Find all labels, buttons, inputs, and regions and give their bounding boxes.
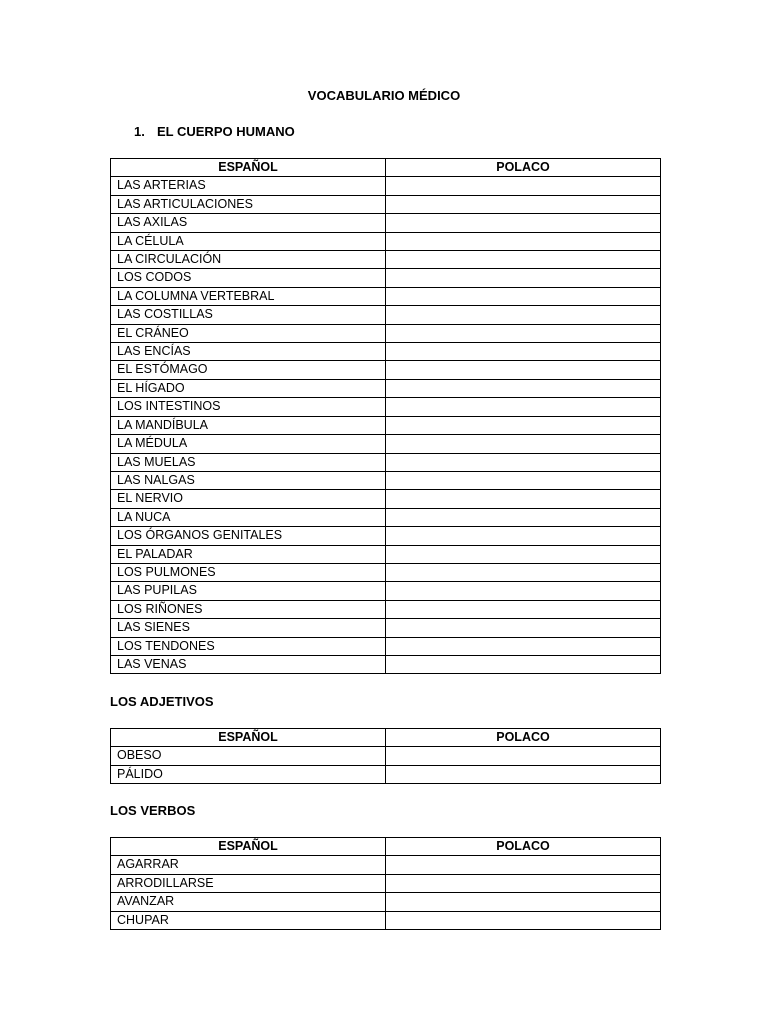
column-header-espanol: ESPAÑOL bbox=[111, 159, 386, 177]
polish-translation-cell[interactable] bbox=[386, 287, 661, 305]
vocab-table-verbos bbox=[110, 837, 661, 930]
polish-translation-cell[interactable] bbox=[386, 508, 661, 526]
spanish-term-cell: AGARRAR bbox=[111, 856, 386, 874]
column-header-polaco: POLACO bbox=[386, 729, 661, 747]
spanish-term-cell: LOS CODOS bbox=[111, 269, 386, 287]
polish-translation-cell[interactable] bbox=[386, 343, 661, 361]
polish-translation-cell[interactable] bbox=[386, 435, 661, 453]
vocab-table-adjetivos bbox=[110, 728, 661, 784]
section-heading-verbos: LOS VERBOS bbox=[110, 803, 196, 818]
polish-translation-cell[interactable] bbox=[386, 893, 661, 911]
spanish-term-cell: OBESO bbox=[111, 747, 386, 765]
section-heading-adjetivos: LOS ADJETIVOS bbox=[110, 694, 214, 709]
polish-translation-cell[interactable] bbox=[386, 324, 661, 342]
section-number: 1. bbox=[134, 124, 145, 139]
polish-translation-cell[interactable] bbox=[386, 874, 661, 892]
table-row bbox=[111, 747, 661, 765]
table-row bbox=[111, 287, 661, 305]
table-row bbox=[111, 563, 661, 581]
polish-translation-cell[interactable] bbox=[386, 471, 661, 489]
polish-translation-cell[interactable] bbox=[386, 563, 661, 581]
polish-translation-cell[interactable] bbox=[386, 306, 661, 324]
polish-translation-cell[interactable] bbox=[386, 747, 661, 765]
table-row bbox=[111, 856, 661, 874]
polish-translation-cell[interactable] bbox=[386, 545, 661, 563]
document-title: VOCABULARIO MÉDICO bbox=[307, 88, 461, 103]
table-row bbox=[111, 527, 661, 545]
spanish-term-cell: ARRODILLARSE bbox=[111, 874, 386, 892]
table-row bbox=[111, 637, 661, 655]
polish-translation-cell[interactable] bbox=[386, 637, 661, 655]
polish-translation-cell[interactable] bbox=[386, 582, 661, 600]
polish-translation-cell[interactable] bbox=[386, 214, 661, 232]
table-row bbox=[111, 343, 661, 361]
table-row bbox=[111, 490, 661, 508]
table-row bbox=[111, 232, 661, 250]
polish-translation-cell[interactable] bbox=[386, 453, 661, 471]
spanish-term-cell: LA MÉDULA bbox=[111, 435, 386, 453]
table-row bbox=[111, 545, 661, 563]
spanish-term-cell: EL PALADAR bbox=[111, 545, 386, 563]
spanish-term-cell: LOS RIÑONES bbox=[111, 600, 386, 618]
table-row bbox=[111, 508, 661, 526]
table-row bbox=[111, 600, 661, 618]
table-row bbox=[111, 195, 661, 213]
spanish-term-cell: LAS MUELAS bbox=[111, 453, 386, 471]
spanish-term-cell: EL HÍGADO bbox=[111, 379, 386, 397]
spanish-term-cell: EL ESTÓMAGO bbox=[111, 361, 386, 379]
spanish-term-cell: CHUPAR bbox=[111, 911, 386, 929]
section-heading-label: EL CUERPO HUMANO bbox=[157, 124, 295, 139]
table-row bbox=[111, 893, 661, 911]
table-row bbox=[111, 177, 661, 195]
table-row bbox=[111, 655, 661, 673]
table-row bbox=[111, 379, 661, 397]
spanish-term-cell: LAS ENCÍAS bbox=[111, 343, 386, 361]
table-row bbox=[111, 416, 661, 434]
polish-translation-cell[interactable] bbox=[386, 911, 661, 929]
polish-translation-cell[interactable] bbox=[386, 177, 661, 195]
column-header-polaco: POLACO bbox=[386, 159, 661, 177]
spanish-term-cell: EL NERVIO bbox=[111, 490, 386, 508]
table-row bbox=[111, 435, 661, 453]
polish-translation-cell[interactable] bbox=[386, 416, 661, 434]
table-header-row bbox=[111, 838, 661, 856]
spanish-term-cell: LAS PUPILAS bbox=[111, 582, 386, 600]
polish-translation-cell[interactable] bbox=[386, 765, 661, 783]
spanish-term-cell: LAS ARTERIAS bbox=[111, 177, 386, 195]
polish-translation-cell[interactable] bbox=[386, 251, 661, 269]
polish-translation-cell[interactable] bbox=[386, 361, 661, 379]
spanish-term-cell: LOS PULMONES bbox=[111, 563, 386, 581]
polish-translation-cell[interactable] bbox=[386, 232, 661, 250]
column-header-espanol: ESPAÑOL bbox=[111, 838, 386, 856]
spanish-term-cell: LAS VENAS bbox=[111, 655, 386, 673]
spanish-term-cell: AVANZAR bbox=[111, 893, 386, 911]
section-heading-cuerpo-humano bbox=[134, 124, 295, 139]
table-header-row bbox=[111, 729, 661, 747]
table-header-row bbox=[111, 159, 661, 177]
table-row bbox=[111, 582, 661, 600]
polish-translation-cell[interactable] bbox=[386, 527, 661, 545]
table-row bbox=[111, 453, 661, 471]
column-header-espanol: ESPAÑOL bbox=[111, 729, 386, 747]
polish-translation-cell[interactable] bbox=[386, 600, 661, 618]
spanish-term-cell: LOS INTESTINOS bbox=[111, 398, 386, 416]
polish-translation-cell[interactable] bbox=[386, 195, 661, 213]
spanish-term-cell: LAS SIENES bbox=[111, 619, 386, 637]
polish-translation-cell[interactable] bbox=[386, 269, 661, 287]
polish-translation-cell[interactable] bbox=[386, 619, 661, 637]
table-row bbox=[111, 765, 661, 783]
polish-translation-cell[interactable] bbox=[386, 490, 661, 508]
spanish-term-cell: LOS ÓRGANOS GENITALES bbox=[111, 527, 386, 545]
spanish-term-cell: LA MANDÍBULA bbox=[111, 416, 386, 434]
spanish-term-cell: LA COLUMNA VERTEBRAL bbox=[111, 287, 386, 305]
table-row bbox=[111, 471, 661, 489]
table-row bbox=[111, 269, 661, 287]
table-row bbox=[111, 874, 661, 892]
table-row bbox=[111, 619, 661, 637]
polish-translation-cell[interactable] bbox=[386, 856, 661, 874]
table-row bbox=[111, 361, 661, 379]
spanish-term-cell: PÁLIDO bbox=[111, 765, 386, 783]
polish-translation-cell[interactable] bbox=[386, 655, 661, 673]
polish-translation-cell[interactable] bbox=[386, 379, 661, 397]
spanish-term-cell: LA CIRCULACIÓN bbox=[111, 251, 386, 269]
spanish-term-cell: LAS COSTILLAS bbox=[111, 306, 386, 324]
spanish-term-cell: LAS NALGAS bbox=[111, 471, 386, 489]
vocab-table-cuerpo-humano bbox=[110, 158, 661, 674]
polish-translation-cell[interactable] bbox=[386, 398, 661, 416]
column-header-polaco: POLACO bbox=[386, 838, 661, 856]
table-row bbox=[111, 251, 661, 269]
spanish-term-cell: LAS AXILAS bbox=[111, 214, 386, 232]
table-row bbox=[111, 398, 661, 416]
spanish-term-cell: LA NUCA bbox=[111, 508, 386, 526]
table-row bbox=[111, 214, 661, 232]
spanish-term-cell: LOS TENDONES bbox=[111, 637, 386, 655]
spanish-term-cell: LAS ARTICULACIONES bbox=[111, 195, 386, 213]
table-row bbox=[111, 306, 661, 324]
spanish-term-cell: LA CÉLULA bbox=[111, 232, 386, 250]
spanish-term-cell: EL CRÁNEO bbox=[111, 324, 386, 342]
table-row bbox=[111, 324, 661, 342]
table-row bbox=[111, 911, 661, 929]
